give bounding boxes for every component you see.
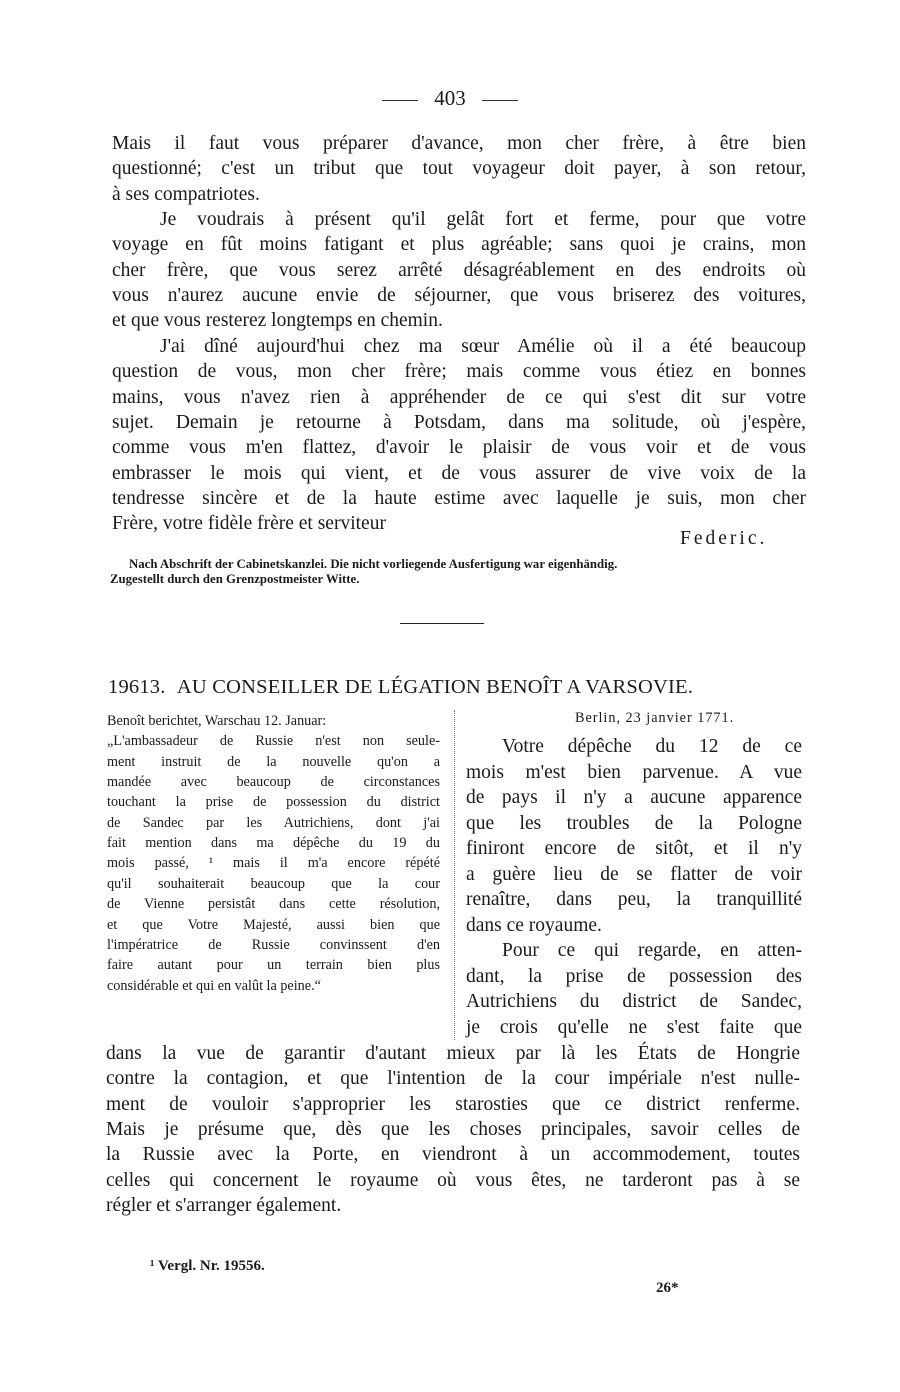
text-line: tendresse sincère et de la haute estime avec laquelle je suis, mon cher (112, 487, 806, 509)
dateline: Berlin, 23 janvier 1771. (575, 710, 735, 726)
summary-line: l'impératrice de Russie convinssent d'en (107, 936, 440, 953)
text-line: régler et s'arranger également. (106, 1195, 342, 1217)
summary-line: considérable et qui en valût la peine.“ (107, 977, 321, 994)
summary-line: mois passé, ¹ mais il m'a encore répété (107, 855, 440, 872)
archive-note-line-2: Zugestellt durch den Grenzpostmeister Witte. (110, 572, 360, 586)
summary-line: et que Votre Majesté, aussi bien que (107, 916, 440, 933)
text-line: voyage en fût moins fatigant et plus agréable; sans quoi je crains, mon (112, 234, 806, 256)
text-line: contre la contagion, et que l'intention de la cour impériale n'est nulle- (106, 1068, 800, 1090)
text-line: finiront encore de sitôt, et il n'y (466, 838, 802, 859)
text-line: Frère, votre fidèle frère et serviteur (112, 513, 386, 535)
signature: Federic. (680, 528, 768, 549)
text-line: Mais il faut vous préparer d'avance, mon cher frère, à être bien (112, 133, 806, 154)
summary-line: fait mention dans ma dépêche du 19 du (107, 835, 440, 852)
text-line: vous n'aurez aucune envie de séjourner, que vous briserez des voitures, (112, 285, 806, 307)
summary-line: de Sandec par les Autrichiens, dont j'ai (107, 814, 440, 831)
text-line: Autrichiens du district de Sandec, (466, 991, 802, 1012)
text-line: Pour ce qui regarde, en atten- (502, 940, 802, 961)
section-divider (400, 623, 484, 624)
text-line: comme vous m'en flattez, d'avoir le plaisir de vous voir et de vous (112, 437, 806, 459)
text-line: Je voudrais à présent qu'il gelât fort et ferme, pour que votre (160, 209, 806, 231)
summary-line: faire autant pour un terrain bien plus (107, 957, 440, 974)
text-line: J'ai dîné aujourd'hui chez ma sœur Amélie où il a été beaucoup (160, 335, 806, 357)
text-line: à ses compatriotes. (112, 183, 260, 205)
summary-line: „L'ambassadeur de Russie n'est non seule- (107, 733, 440, 750)
summary-line: ment instruit de la nouvelle qu'on a (107, 753, 440, 770)
summary-line: Benoît berichtet, Warschau 12. Januar: (107, 713, 327, 729)
text-line: la Russie avec la Porte, en viendront à un accommodement, toutes (106, 1144, 800, 1166)
text-line: ment de vouloir s'approprier les starosties que ce district renferme. (106, 1093, 800, 1115)
text-line: renaître, dans peu, la tranquillité (466, 889, 802, 910)
text-line: sujet. Demain je retourne à Potsdam, dans ma solitude, où j'espère, (112, 411, 806, 433)
text-line: et que vous resterez longtemps en chemin. (112, 310, 443, 332)
header-dash-left (382, 100, 418, 101)
text-line: question de vous, mon cher frère; mais comme vous étiez en bonnes (112, 361, 806, 383)
summary-line: de Vienne persistât dans cette résolution, (107, 896, 440, 913)
page-number: 403 (434, 86, 466, 110)
text-line: embrasser le mois qui vient, et de vous assurer de vive voix de la (112, 462, 806, 484)
page-header (0, 86, 900, 111)
letter-number: 19613. (108, 676, 166, 698)
text-line: de pays il n'y a aucune apparence (466, 787, 802, 808)
footnote: ¹ Vergl. Nr. 19556. (150, 1258, 265, 1274)
archive-note-line-1: Nach Abschrift der Cabinetskanzlei. Die nicht vorliegende Ausfertigung war eigenhändig. (129, 557, 618, 571)
text-line: questionné; c'est un tribut que tout voyageur doit payer, à son retour, (112, 158, 806, 180)
letter-heading (108, 676, 693, 699)
summary-line: qu'il souhaiterait beaucoup que la cour (107, 875, 440, 892)
text-line: dans ce royaume. (466, 914, 602, 936)
text-line: je crois qu'elle ne s'est faite que (466, 1016, 802, 1038)
text-line: celles qui concernent le royaume où vous êtes, ne tarderont pas à se (106, 1169, 800, 1191)
signature-mark: 26* (656, 1280, 679, 1296)
text-line: Mais je présume que, dès que les choses principales, savoir celles de (106, 1119, 800, 1141)
text-line: mois m'est bien parvenue. A vue (466, 761, 802, 783)
text-line: mains, vous n'avez rien à appréhender de ce qui s'est dit sur votre (112, 386, 806, 408)
letter-title: AU CONSEILLER DE LÉGATION BENOÎT A VARSOVIE. (176, 676, 694, 698)
header-dash-right (482, 100, 518, 101)
text-line: a guère lieu de se flatter de voir (466, 863, 802, 885)
text-line: cher frère, que vous serez arrêté désagréablement en des endroits où (112, 259, 806, 281)
summary-line: touchant la prise de possession du district (107, 794, 440, 811)
text-line: dans la vue de garantir d'autant mieux par là les États de Hongrie (106, 1043, 800, 1064)
text-line: que les troubles de la Pologne (466, 812, 802, 834)
column-divider (454, 710, 455, 1040)
text-line: Votre dépêche du 12 de ce (502, 736, 802, 757)
text-line: dant, la prise de possession des (466, 965, 802, 987)
summary-line: mandée avec beaucoup de circonstances (107, 774, 440, 791)
